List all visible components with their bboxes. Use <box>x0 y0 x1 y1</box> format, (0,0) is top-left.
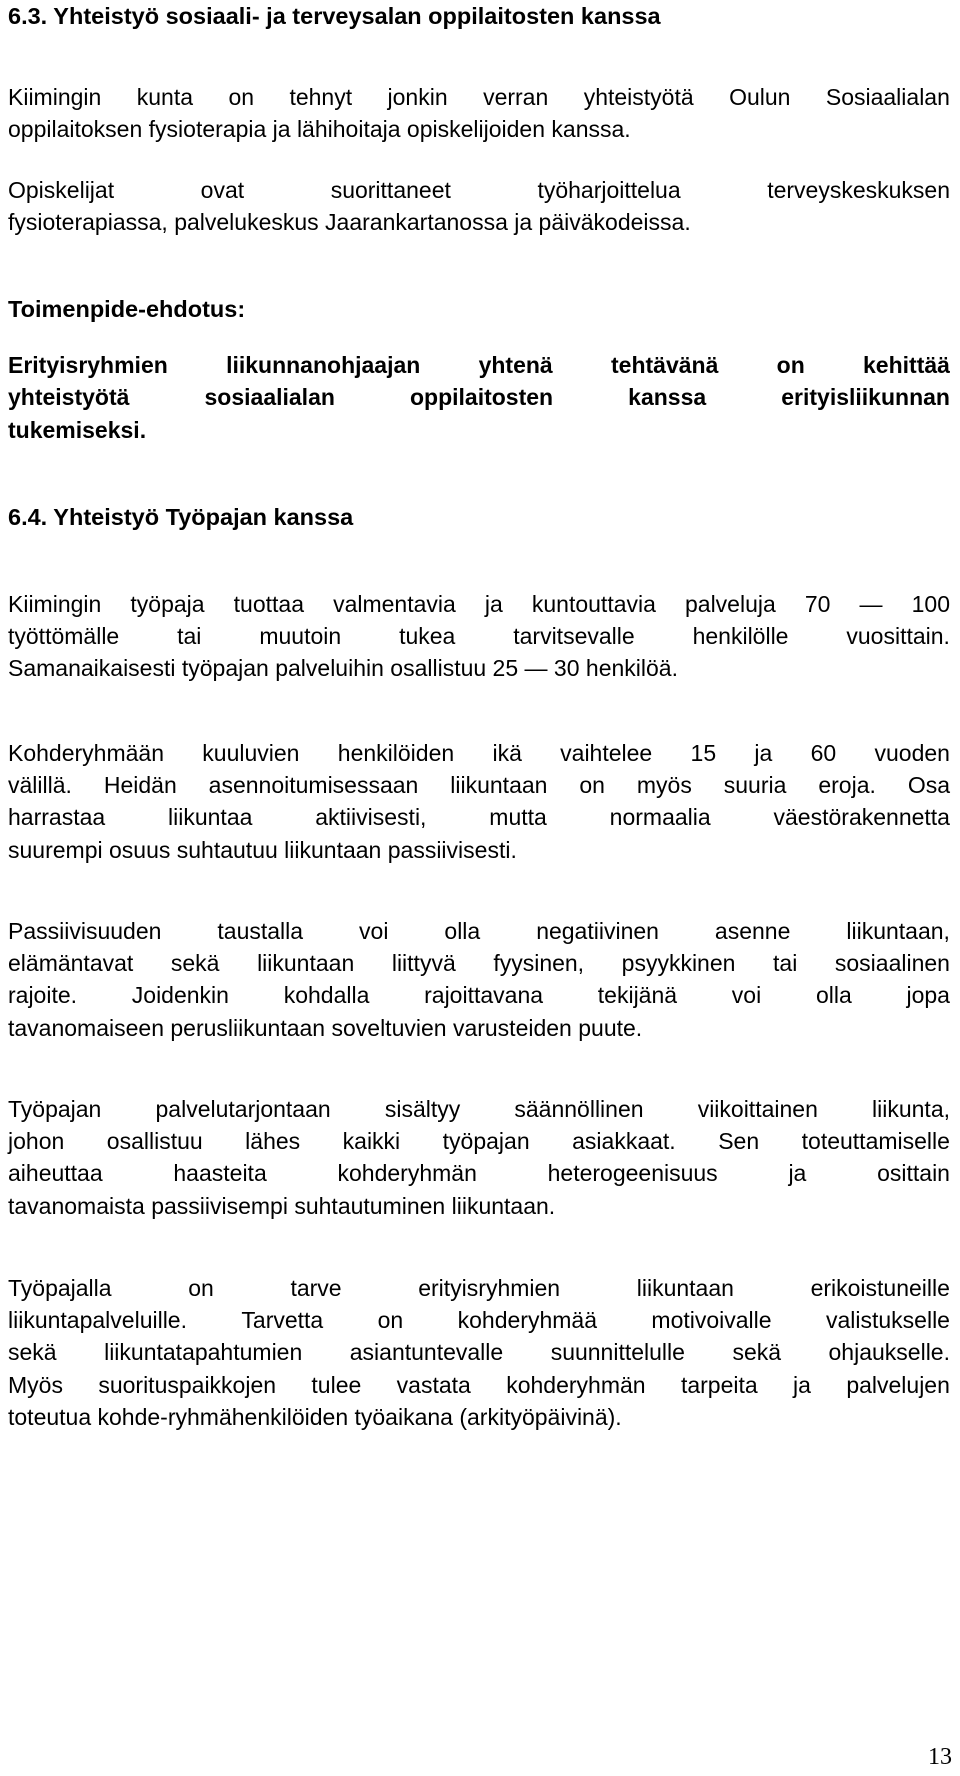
word: tukea <box>399 623 456 650</box>
section-6-3-paragraph-2 <box>8 174 950 238</box>
word: vuoden <box>874 740 950 766</box>
word: tehtävänä <box>611 352 719 378</box>
section-6-4-paragraph-2 <box>8 737 950 866</box>
word: yhteistyötä <box>8 384 130 411</box>
word: osallistuu <box>106 1128 203 1155</box>
word: ja <box>788 1160 807 1187</box>
word: toteutua kohde-ryhmähenkilöiden työaikana (arkityöpäivinä). <box>8 1403 622 1430</box>
word: liikunnanohjaajan <box>226 352 421 378</box>
word: Erityisryhmien <box>8 352 168 378</box>
word: kohderyhmän <box>337 1160 477 1187</box>
word: johon <box>8 1128 65 1155</box>
word: myös <box>636 772 692 799</box>
word: fyysinen, <box>493 950 585 977</box>
word: tavanomaista passiivisempi suhtautuminen liikuntaan. <box>8 1192 556 1219</box>
word: säännöllinen <box>514 1096 644 1122</box>
word: oppilaitoksen fysioterapia ja lähihoitaja opiskelijoiden kanssa. <box>8 116 631 143</box>
section-6-3-paragraph-1 <box>8 81 950 145</box>
word: tehnyt <box>289 84 353 110</box>
action-proposal-heading: Toimenpide-ehdotus: <box>8 296 246 322</box>
word: liikuntaan <box>636 1275 734 1301</box>
word: Oulun <box>729 84 791 110</box>
word: työpajan <box>442 1128 530 1155</box>
word: vuosittain. <box>846 623 950 650</box>
word: on <box>377 1307 404 1334</box>
word: asennoitumisessaan <box>208 772 419 799</box>
section-6-3-heading: 6.3. Yhteistyö sosiaali- ja terveysalan oppilaitosten kanssa <box>8 3 661 29</box>
word: eroja. <box>818 772 876 799</box>
word: asiakkaat. <box>572 1128 676 1155</box>
word: tekijänä <box>597 982 678 1009</box>
word: toteuttamiselle <box>801 1128 950 1155</box>
word: elämäntavat <box>8 950 134 977</box>
word: kohdalla <box>283 982 370 1009</box>
text-line <box>8 801 950 833</box>
word: jopa <box>906 982 950 1009</box>
word: psyykkinen <box>621 950 736 977</box>
word: välillä. <box>8 772 72 799</box>
word: valmentavia <box>333 591 456 617</box>
word: työttömälle <box>8 623 120 650</box>
word: ja <box>754 740 773 766</box>
word: sekä <box>170 950 220 977</box>
word: suunnittelulle <box>550 1339 685 1366</box>
word: palvelutarjontaan <box>155 1096 331 1122</box>
word: normaalia <box>609 804 711 831</box>
word: on <box>579 772 605 799</box>
word: tuottaa <box>233 591 304 617</box>
word: Samanaikaisesti työpajan palveluihin osallistuu 25 — 30 henkilöä. <box>8 655 678 682</box>
word: viikoittainen <box>697 1096 818 1122</box>
text-line <box>8 381 950 413</box>
word: rajoite. <box>8 982 78 1009</box>
word: liikuntaan <box>257 950 355 977</box>
word: mutta <box>489 804 547 831</box>
word: palvelujen <box>846 1371 950 1398</box>
word: suuria <box>723 772 787 799</box>
word: asiantuntevalle <box>349 1339 504 1366</box>
word: Heidän <box>103 772 177 799</box>
word: sekä <box>8 1339 57 1366</box>
section-6-4-heading: 6.4. Yhteistyö Työpajan kanssa <box>8 504 354 530</box>
word: tulee <box>311 1371 362 1398</box>
word: voi <box>731 982 762 1009</box>
text-line <box>8 1190 950 1222</box>
text-line <box>8 652 950 684</box>
text-line <box>8 737 950 769</box>
text-line <box>8 1157 950 1189</box>
word: yhteistyötä <box>583 84 694 110</box>
word: Tarvetta <box>241 1307 324 1334</box>
word: Kiimingin <box>8 84 102 110</box>
word: henkilölle <box>692 623 789 650</box>
word: 60 <box>810 740 837 766</box>
text-line <box>8 1336 950 1368</box>
word: Työpajalla <box>8 1275 112 1301</box>
word: taustalla <box>217 918 304 944</box>
word: tai <box>177 623 202 650</box>
text-line <box>8 414 950 446</box>
word: Passiivisuuden <box>8 918 162 944</box>
word: Myös <box>8 1371 63 1398</box>
word: ikä <box>492 740 522 766</box>
word: oppilaitosten <box>409 384 554 411</box>
word: 100 <box>911 591 950 617</box>
word: sosiaalialan <box>204 384 335 411</box>
word: erityisliikunnan <box>781 384 950 411</box>
action-proposal-text <box>8 349 950 446</box>
word: ja <box>484 591 503 617</box>
word: kuntouttavia <box>531 591 656 617</box>
word: asenne <box>714 918 791 944</box>
word: Sosiaalialan <box>825 84 950 110</box>
text-line <box>8 947 950 979</box>
word: 15 <box>690 740 717 766</box>
page-number: 13 <box>928 1744 952 1770</box>
word: aktiivisesti, <box>315 804 427 831</box>
word: Opiskelijat <box>8 177 115 203</box>
text-line <box>8 1125 950 1157</box>
word: kanssa <box>628 384 707 411</box>
section-6-4-paragraph-5 <box>8 1272 950 1433</box>
word: voi <box>359 918 389 944</box>
text-line <box>8 1304 950 1336</box>
word: vaihtelee <box>560 740 653 766</box>
word: palveluja <box>684 591 776 617</box>
word: — <box>859 591 883 617</box>
word: on <box>228 84 255 110</box>
word: Kohderyhmään <box>8 740 164 766</box>
text-line <box>8 620 950 652</box>
word: sosiaalinen <box>834 950 950 977</box>
word: kehittää <box>863 352 950 378</box>
word: tarpeita <box>680 1371 758 1398</box>
text-line <box>8 588 950 620</box>
word: liikuntaan, <box>846 918 950 944</box>
word: liikuntatapahtumien <box>104 1339 303 1366</box>
text-line <box>8 915 950 947</box>
word: olla <box>444 918 481 944</box>
word: työpaja <box>130 591 205 617</box>
word: kunta <box>136 84 194 110</box>
word: väestörakennetta <box>773 804 950 831</box>
word: valistukselle <box>825 1307 950 1334</box>
word: liikuntapalveluille. <box>8 1307 187 1334</box>
word: ja <box>793 1371 811 1398</box>
word: kohderyhmän <box>506 1371 646 1398</box>
word: terveyskeskuksen <box>767 177 950 203</box>
text-line <box>8 834 950 866</box>
text-line <box>8 1369 950 1401</box>
word: Sen <box>718 1128 760 1155</box>
text-line <box>8 1093 950 1125</box>
text-line <box>8 979 950 1011</box>
text-line <box>8 174 950 206</box>
word: negatiivinen <box>536 918 659 944</box>
word: Kiimingin <box>8 591 102 617</box>
word: Työpajan <box>8 1096 102 1122</box>
word: liittyvä <box>391 950 456 977</box>
word: ohjaukselle. <box>828 1339 950 1366</box>
word: verran <box>483 84 549 110</box>
word: työharjoittelua <box>537 177 681 203</box>
word: liikuntaa <box>168 804 253 831</box>
word: heterogeenisuus <box>547 1160 718 1187</box>
word: vastata <box>396 1371 471 1398</box>
word: tarve <box>290 1275 342 1301</box>
word: Osa <box>907 772 950 799</box>
section-6-4-paragraph-1 <box>8 588 950 685</box>
word: aiheuttaa <box>8 1160 103 1187</box>
word: on <box>188 1275 214 1301</box>
text-line <box>8 1272 950 1304</box>
word: tukemiseksi. <box>8 416 147 443</box>
word: harrastaa <box>8 804 106 831</box>
word: yhtenä <box>478 352 553 378</box>
text-line <box>8 349 950 381</box>
word: Joidenkin <box>131 982 229 1009</box>
word: tai <box>773 950 798 977</box>
word: sisältyy <box>384 1096 461 1122</box>
text-line <box>8 81 950 113</box>
section-6-4-paragraph-4 <box>8 1093 950 1222</box>
word: tarvitsevalle <box>513 623 635 650</box>
word: erikoistuneille <box>810 1275 950 1301</box>
word: on <box>776 352 805 378</box>
text-line <box>8 113 950 145</box>
word: muutoin <box>259 623 342 650</box>
word: henkilöiden <box>337 740 455 766</box>
word: kohderyhmää <box>457 1307 597 1334</box>
word: kaikki <box>342 1128 401 1155</box>
word: tavanomaiseen perusliikuntaan soveltuvien varusteiden puute. <box>8 1014 643 1041</box>
section-6-4-paragraph-3 <box>8 915 950 1044</box>
word: sekä <box>732 1339 782 1366</box>
word: rajoittavana <box>424 982 544 1009</box>
word: ovat <box>200 177 245 203</box>
word: liikuntaan <box>450 772 548 799</box>
word: kuuluvien <box>202 740 300 766</box>
word: osittain <box>877 1160 950 1187</box>
text-line <box>8 769 950 801</box>
word: erityisryhmien <box>418 1275 561 1301</box>
word: suorittaneet <box>330 177 451 203</box>
word: fysioterapiassa, palvelukeskus Jaarankartanossa ja päiväkodeissa. <box>8 209 691 236</box>
word: liikunta, <box>872 1096 950 1122</box>
text-line <box>8 206 950 238</box>
word: 70 <box>804 591 831 617</box>
word: suorituspaikkojen <box>98 1371 277 1398</box>
word: olla <box>815 982 852 1009</box>
word: motivoivalle <box>651 1307 772 1334</box>
word: suurempi osuus suhtautuu liikuntaan passiivisesti. <box>8 836 517 863</box>
word: haasteita <box>173 1160 267 1187</box>
text-line <box>8 1401 950 1433</box>
word: lähes <box>245 1128 301 1155</box>
word: jonkin <box>387 84 448 110</box>
text-line <box>8 1012 950 1044</box>
